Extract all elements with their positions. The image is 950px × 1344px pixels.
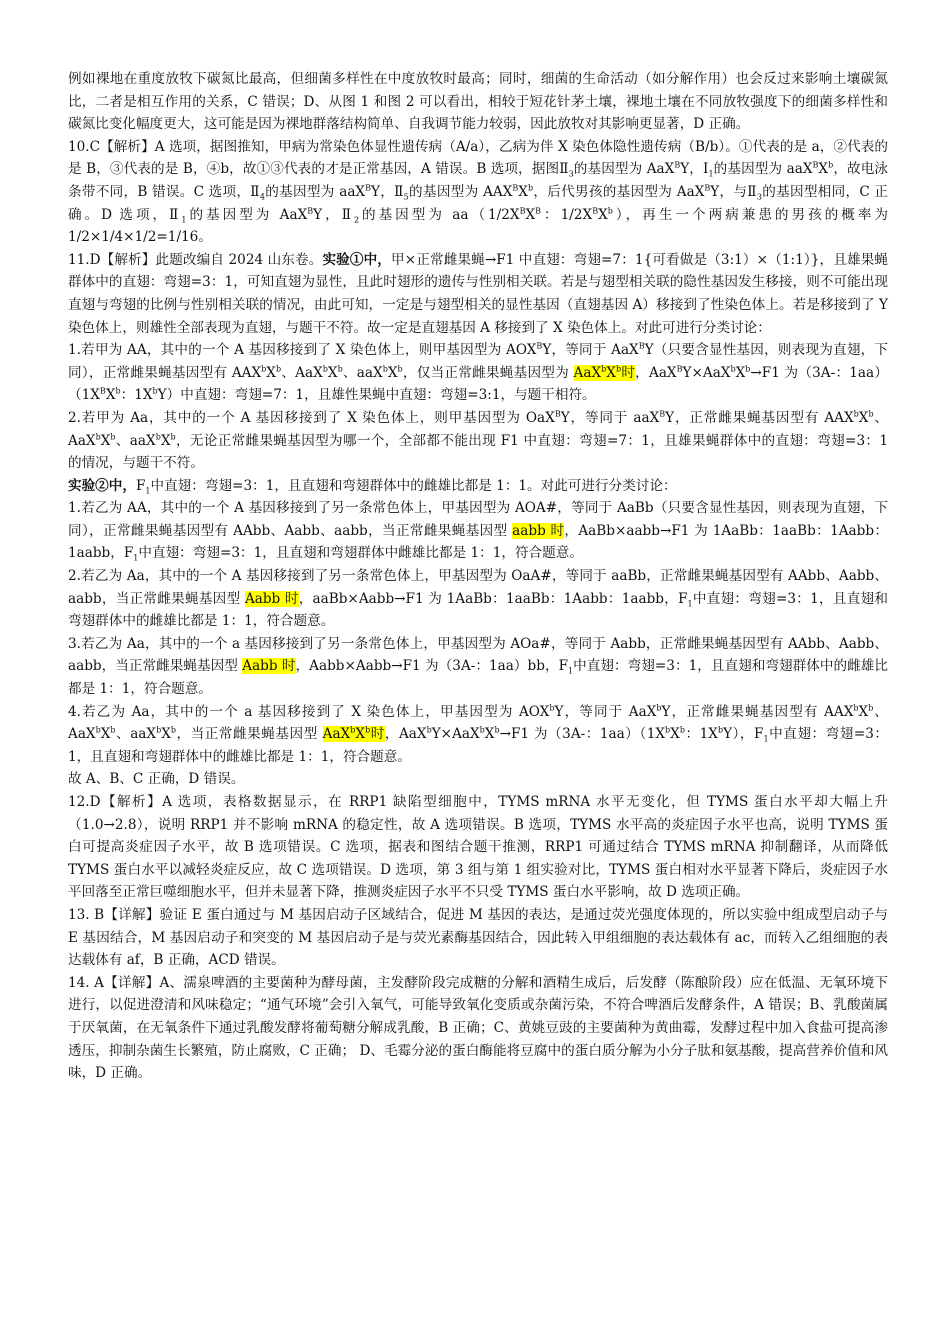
superscript: B [99,386,106,396]
text: 、AaX [68,409,888,449]
answer-10 [68,136,888,249]
paragraph-continuation: 例如裸地在重度放牧下碳氮比最高，但细菌多样性在中度放牧时最高；同时，细菌的生命活动（如分解作用）也会反过来影响土壤碳氮比，二者是相互作用的关系，C 错误；D、从图 1 和图 2 可以看出，相较于短花针茅土壤，裸地土壤在不同放牧强度下的细菌多样性和碳氮比变化幅度更大，这可能是因为裸地群落结构简单、自我调节能力较弱，因此放牧对其影响更显著，D 正确。 [68,71,888,133]
text: Y，Ⅱ [313,206,354,223]
highlight: Aabb 时 [242,658,296,675]
superscript: b [479,725,485,735]
text: 、AaX [68,703,889,743]
text: X [858,703,869,720]
superscript: B [512,183,519,193]
superscript: b [549,703,555,713]
superscript: B [519,206,526,216]
superscript: b [397,364,403,374]
text: 中直翅：弯翅=3：1，且直翅和弯翅群体中的雌雄比都是 1：1，符合题意。 [68,658,888,698]
text: ，无论正常雌果蝇基因型为哪一个，全部都不能出现 F1 中直翅：弯翅=7：1，且雄果蝇群体中的直翅：弯翅=3：1 的情况，与题干不符。 [68,432,888,472]
superscript: b [527,183,534,193]
answer-11-case-1 [68,339,888,407]
subscript: 1 [708,170,714,180]
experiment-heading: 实验②中， [68,477,136,494]
superscript: b [745,364,751,374]
text: ，AaX [384,726,427,743]
text: Y），F [723,726,764,743]
highlight [323,726,385,742]
answer-11-exp2-case-1 [68,497,888,565]
text: ，当正常雌果蝇基因型 [176,726,323,743]
subscript: 1 [568,667,574,677]
superscript: b [601,364,607,374]
subscript: 3 [756,192,762,202]
text: 的基因型为 AaX [573,161,675,178]
superscript: b [426,725,432,735]
superscript: B [812,160,819,170]
answer-13: 13. B【详解】验证 E 蛋白通过与 M 基因启动子区域结合，促进 M 基因的表达，是通过荧光强度体现的，所以实验中组成型启动子与 E 基因结合，M 基因启动子和突变的 M 基因启动子是与荧光素酶基因结合，因此转入甲组细胞的表达载体有 ac，而转入乙组细胞的表达载体有 af，B 正确，ACD 错误。 [68,906,888,969]
text: 、AaX [281,364,323,381]
text: ，AaBb×aabb→F1 为 1AaBb：1aaBb：1Aabb：1aabb，F [68,522,889,562]
text: Y（只要含显性基因，则表现为直翅，下同），正常雌果蝇基因型有 AAX [68,342,888,381]
superscript: b [730,364,736,374]
text: →F1 为（3A-：1aa）（1X [68,364,888,404]
highlight [574,365,636,381]
superscript: b [95,725,101,735]
text: X [355,726,366,743]
superscript: b [615,364,622,374]
text: 中直翅：弯翅=3：1，且直翅和弯翅群体中的雌雄比都是 1：1，符合题意。 [68,590,888,630]
text: AaX [322,726,351,743]
text: ，故电泳条带不同，B 错误。C 选项，Ⅱ [68,161,889,200]
superscript: B [674,160,681,170]
text: Y，Ⅱ [371,183,404,200]
subscript: 1 [133,554,139,564]
text: 10.C【解析】A 选项，据图推知，甲病为常染色体显性遗传病（A/a），乙病为伴 X 染色体隐性遗传病（B/b）。①代表的是 a，②代表的是 B，③代表的是 B，④b，故①③代表的才是正常基因，A 错误。B 选项，据图Ⅱ [68,138,888,178]
text: Y×AaX [431,726,480,743]
superscript: b [656,703,662,713]
superscript: b [868,409,874,419]
superscript: b [156,725,162,735]
text: 3.若乙为 Aa，其中的一个 a 基因移接到了另一条常色体上，甲基因型为 AOa#，等同于 Aabb，正常雌果蝇基因型有 AAbb、Aabb、aabb，当正常雌果蝇基因型 [68,635,888,675]
text: Y，等同于 AaX [554,703,657,720]
text: 的基因型为 aa（1/2X [359,206,520,223]
superscript: b [170,725,177,735]
superscript: b [261,364,267,374]
text: ），再生一个两病兼患的男孩的概率为 1/2×1/4×1/2=1/16。 [68,206,889,246]
superscript: b [275,364,282,374]
superscript: b [494,725,500,735]
superscript: b [155,431,161,441]
text: 甲×正常雌果蝇→F1 中直翅：弯翅=7：1{可看做是（3:1）×（1:1）}，且雄果蝇群体中的直翅：弯翅=3：1，可知直翅为显性，且此时翅形的遗传与性别相关联。若是与翅型相关联的隐性基因发生移接，则不可能出现直翅与弯翅的比例与性别相关联的情况，由此可知，一定是与翅型相关的显性基因（直翅基因 A）移接到了性染色体上。若是移接到了 Y 染色体上，则雄性全部表现为直翅，与题干不符。故一定是直翅基因 A 移接到了 X 染色体上。对此可进行分类讨论： [68,251,889,336]
text: 11.D【解析】此题改编自 2024 山东卷。 [68,251,323,268]
text: X [670,726,680,743]
text: 的基因型为 aaX [713,161,813,178]
text: X [518,183,528,200]
text: 2.若甲为 Aa，其中的一个 A 基因移接到了 X 染色体上，则甲基因型为 OaX [68,409,555,426]
superscript: b [717,725,724,735]
text: ，Aabb×Aabb→F1 为（3A-：1aa）bb，F [295,658,569,675]
answer-11-exp2-case-2 [68,565,888,633]
superscript: b [152,386,158,396]
superscript: b [382,364,388,374]
superscript: b [853,703,859,713]
superscript: b [115,386,121,396]
superscript: b [679,725,685,735]
answer-14: 14. A【详解】A、濡泉啤酒的主要菌种为酵母菌，主发酵阶段完成糖的分解和酒精生成后，后发酵（陈酿阶段）应在低温、无氧环境下进行，以促进澄清和风味稳定；“通气环境”会引入氧气，可能导致氧化变质或杂菌污染，不符合啤酒后发酵条件，A 错误；B、乳酸菌属于厌氧菌，在无氧条件下通过乳酸发酵将葡萄糖分解成乳酸，B 正确；C、黄姚豆豉的主要菌种为黄曲霉，发酵过程中加入食盐可提高渗透压，抑制杂菌生长繁殖，防止腐败，C 正确； D、毛霉分泌的蛋白酶能将豆腐中的蛋白质分解为小分子肽和氨基酸，提高营养价值和风味，D 正确。 [68,974,888,1082]
highlight: aabb 时 [512,522,565,539]
text: X [100,726,111,743]
text: 中直翅：弯翅=3：1，且直翅和弯翅群体中的雌雄比都是 1：1，符合题意。 [68,726,889,765]
text: 的基因型为 AaX [186,206,308,223]
text: 、aaX [115,432,156,449]
text: AaX [573,364,602,381]
text: 时 [370,726,385,743]
text: →F1 为（3A-：1aa）（1X [499,726,666,743]
text: ：1/2X [541,206,593,223]
text: 中直翅：弯翅=3：1，且直翅和弯翅群体中雌雄比都是 1：1，符合题意。 [138,545,583,562]
text: 2.若乙为 Aa，其中的一个 A 基因移接到了另一条常色体上，甲基因型为 OaA#，等同于 aaBb，正常雌果蝇基因型有 AAbb、Aabb、aabb，当正常雌果蝇基因型 [68,568,888,607]
answer-11-experiment-2 [68,475,888,498]
superscript: B [536,341,543,351]
superscript: b [322,364,328,374]
text: Y×AaX [682,364,731,381]
text: X [525,206,536,223]
text: Y，等同于 aaX [560,409,660,426]
document-page [68,68,888,1085]
superscript: b [350,725,356,735]
text: ，aaBb×Aabb→F1 为 1AaBb：1aaBb：1Aabb：1aabb，F [298,590,688,607]
subscript: 2 [353,215,360,225]
subscript: 4 [259,192,265,202]
experiment-heading: 实验①中， [322,251,392,268]
answer-11-exp2-case-4 [68,701,888,769]
text: 的基因型相同，C 正确。D 选项，Ⅱ [68,183,888,223]
answer-11-conclusion: 故 A、B、C 正确，D 错误。 [68,771,245,788]
subscript: 1 [181,215,187,225]
subscript: 5 [403,192,409,202]
superscript: B [638,341,645,351]
text: X [818,161,829,178]
text: X [606,364,616,381]
superscript: b [365,725,371,735]
text: Y，Ⅰ [680,161,709,178]
superscript: b [95,431,101,441]
text: X [387,364,398,381]
text: X [105,387,116,404]
superscript: B [592,206,599,216]
text: Y，与Ⅱ [710,183,757,200]
superscript: B [554,409,561,419]
text: ，后代男孩的基因型为 AaX [533,183,705,200]
answer-12: 12.D【解析】A 选项，表格数据显示，在 RRP1 缺陷型细胞中，TYMS mRNA 水平无变化，但 TYMS 蛋白水平却大幅上升（1.0→2.8），说明 RRP1 并不影响 mRNA 的稳定性，故 A 选项错误。B 选项，TYMS 水平高的炎症因子水平也高，说明 TYMS 蛋白可提高炎症因子水平，故 B 选项错误。C 选项，据表和图结合题干推测，RRP1 可通过结合 TYMS mRNA 抑制翻译，从而降低 TYMS 蛋白水平以减轻炎症反应，故 C 选项错误。D 选项，第 3 组与第 1 组实验对比，TYMS 蛋白相对水平显著下降后，炎症因子水平回落至正常巨噬细胞水平，但并未显著下降，推测炎症因子水平不只受 TYMS 蛋白水平影响，故 D 选项正确。 [68,794,888,901]
superscript: B [676,364,683,374]
text: 1.若乙为 AA，其中的一个 A 基因移接到了另一条常色体上，甲基因型为 AOA#，等同于 AaBb（只要含显性基因，则表现为直翅，下同），正常雌果蝇基因型有 AAbb、Aabb、aabb，当正常雌果蝇基因型 [68,500,888,539]
superscript: b [853,409,859,419]
superscript: b [110,431,116,441]
text: ，仅当正常雌果蝇基因型为 [402,364,574,381]
text: Y）中直翅：弯翅=7：1，且雄性果蝇中直翅：弯翅=3:1，与题干相符。 [157,387,596,404]
text: 的基因型为 aaX [264,183,366,200]
text: Y，正常雌果蝇基因型有 AAX [665,409,854,426]
superscript: b [170,431,176,441]
superscript: b [665,725,671,735]
superscript: B [365,183,371,193]
superscript: b [110,725,116,735]
superscript: b [337,364,343,374]
text: X [100,432,111,449]
superscript: B [535,206,542,216]
text: F [135,477,146,494]
text: X [161,726,171,743]
text: Y，正常雌果蝇基因型有 AAX [661,703,854,720]
text: 4.若乙为 Aa，其中的一个 a 基因移接到了 X 染色体上，甲基因型为 AOX [68,703,550,720]
highlight: Aabb 时 [244,590,299,607]
text: 时 [621,364,636,381]
text: 中直翅：弯翅=3：1，且直翅和弯翅群体中的雌雄比都是 1：1。对此可进行分类讨论： [150,477,677,494]
answer-11-exp2-case-3 [68,633,888,701]
text: X [266,364,276,381]
text: ，AaX [635,364,677,381]
text: X [598,206,608,223]
subscript: 1 [687,599,693,609]
text: X [484,726,495,743]
superscript: B [704,183,711,193]
text: X [327,364,338,381]
text: X [160,432,171,449]
superscript: b [868,703,874,713]
text: ：1X [684,726,718,743]
text: X [735,364,746,381]
answer-11 [68,249,888,339]
text: 的基因型为 AAX [408,183,513,200]
text: 、aaX [115,726,157,743]
text: 1.若甲为 AA，其中的一个 A 基因移接到了 X 染色体上，则甲基因型为 AOX [68,342,537,359]
text: ：1X [120,387,153,404]
text: Y，等同于 AaX [542,342,639,359]
subscript: 1 [145,486,151,496]
superscript: B [659,409,666,419]
text: X [858,409,869,426]
subscript: 3 [568,170,574,180]
answer-11-case-2 [68,407,888,475]
superscript: B [307,206,314,216]
superscript: b [607,206,613,216]
text: 、aaX [342,364,383,381]
superscript: b [828,160,834,170]
subscript: 1 [763,734,769,744]
